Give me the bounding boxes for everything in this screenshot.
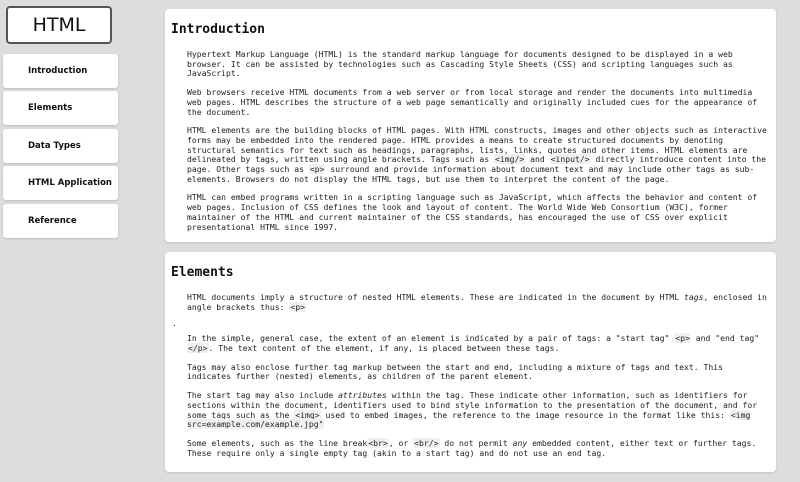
logo: HTML — [6, 6, 112, 44]
elements-paragraph-5 — [187, 439, 770, 458]
nav-elements-button[interactable]: Elements — [3, 91, 118, 125]
code-snippet: <input/> — [550, 154, 590, 165]
text-run: embedded content, either text or further tags. These require only a single empty tag (akin to a start tag) and do not use an end tag. — [187, 437, 757, 458]
intro-paragraph-2: Web browsers receive HTML documents from a web server or from local storage and render the documents into multimedia web pages. HTML describes the structure of a web page semantically and originally included cues for the appearance of the document. — [187, 87, 758, 117]
elements-paragraph-2 — [187, 334, 770, 353]
nav-data-types-button[interactable]: Data Types — [3, 129, 118, 163]
text-run: , or — [388, 437, 414, 448]
code-snippet: <p> — [309, 164, 325, 175]
text-run: . The text content of the element, if any, is placed between these tags. — [208, 343, 560, 354]
text-run: HTML documents imply a structure of nested HTML elements. These are indicated in the document by HTML — [187, 292, 685, 303]
elements-paragraph-4 — [187, 391, 770, 430]
nav-introduction-button[interactable]: Introduction — [3, 54, 118, 88]
code-snippet: <img src=example.com/example.jpg" — [187, 409, 751, 430]
text-run: do not permit — [439, 437, 513, 448]
introduction-section — [165, 9, 776, 242]
elements-section — [165, 252, 776, 472]
code-snippet: <br> — [368, 437, 388, 448]
text-run: and "end tag" — [690, 333, 760, 344]
elements-paragraph-3: Tags may also enclose further tag markup between the start and end, including a mixture of tags and text. This indicates further (nested) elements, as children of the parent element. — [187, 361, 724, 382]
sidebar — [0, 0, 125, 450]
code-snippet: <p> — [675, 333, 690, 344]
main-content — [165, 9, 776, 482]
emphasis-text: any — [512, 437, 528, 448]
intro-paragraph-4: HTML can embed programs written in a scripting language such as JavaScript, which affects the behavior and content of web pages. Inclusion of CSS defines the look and layout of content. The World Wide Web Consortium (W3C), former maintainer of the HTML and current maintainer of the CSS standards, has encouraged the use of CSS over explicit presentational HTML since 1997. — [187, 192, 758, 232]
text-run: within the tag. These indicate other information, such as identifiers for sections within the document, identifiers used to bind style information to the presentation of the document, and for some tags such as the — [187, 390, 758, 420]
nav-reference-button[interactable]: Reference — [3, 204, 118, 238]
text-run: surround and provide information about document text and may include other tags as sub-elements. Browsers do not display the HTML tags, but use them to interpret the content of the page. — [187, 164, 755, 184]
emphasis-text: tags — [684, 292, 704, 303]
nav-html-application-button[interactable]: HTML Application — [3, 166, 118, 200]
code-snippet: <img> — [295, 409, 320, 420]
text-run: used to embed images, the reference to the image resource in the format like this: — [320, 409, 730, 420]
intro-paragraph-1: Hypertext Markup Language (HTML) is the standard markup language for documents designed to be displayed in a web browser. It can be assisted by technologies such as Cascading Style Sheets (CSS) and scripting languages such as JavaScript. — [187, 49, 733, 79]
stray-period: . — [172, 317, 177, 328]
elements-heading: Elements — [171, 265, 234, 281]
code-snippet: <br/> — [414, 437, 439, 448]
code-snippet: <img/> — [495, 154, 525, 165]
text-run: In the simple, general case, the extent of an element is indicated by a pair of tags: a "start tag" — [187, 333, 675, 344]
emphasis-text: attributes — [338, 390, 387, 401]
text-run: and — [525, 154, 550, 165]
text-run: HTML elements are the building blocks of HTML pages. With HTML constructs, images and other objects such as interactive forms may be embedded into the rendered page. HTML provides a means to create structured documents by denoting structural semantics for text such as headings, paragraphs, lists, links, quotes and other items. HTML elements are delineated by tags, written using angle brackets. Tags such as — [187, 125, 767, 165]
text-run: , enclosed in angle brackets thus: — [187, 292, 767, 312]
introduction-heading: Introduction — [171, 22, 265, 37]
intro-paragraph-3 — [187, 126, 770, 184]
code-snippet: </p> — [188, 343, 208, 354]
elements-paragraph-1 — [187, 293, 770, 312]
text-run: The start tag may also include — [187, 390, 339, 401]
text-run: directly introduce content into the page. Other tags such as — [187, 154, 767, 175]
code-snippet: <p> — [290, 301, 305, 312]
text-run: Some elements, such as the line break — [187, 437, 368, 448]
